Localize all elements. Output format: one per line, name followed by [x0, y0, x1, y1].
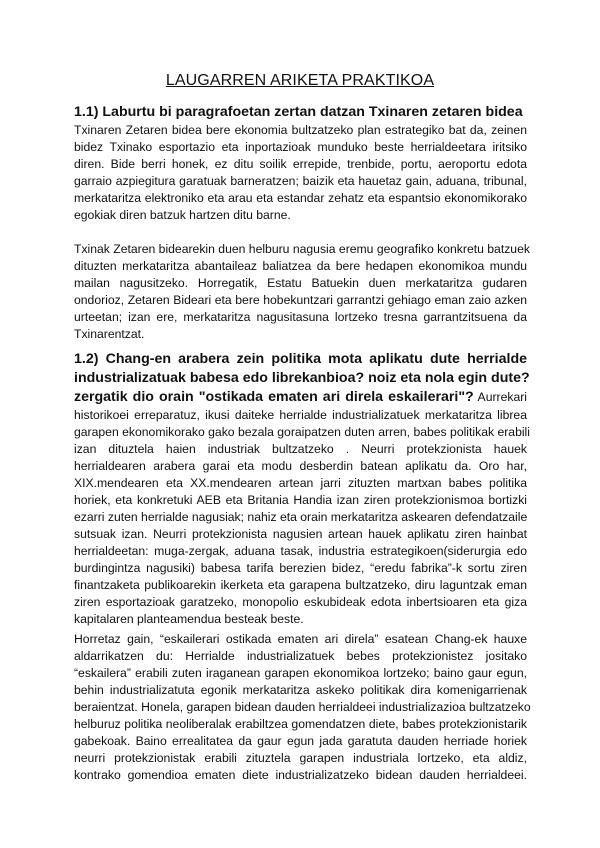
section-2-paragraph-1 — [74, 407, 530, 628]
paragraph-line: garraio azpiegitura garatuak barneratzen; baizik eta hauetaz gain, aduana, tribunal, — [74, 174, 527, 188]
paragraph-line: kapitalaren planteamendua besteak beste. — [74, 612, 304, 626]
paragraph-line: helburuz politika neoliberalak erabiltzea gomendatzen diete, babes protekzionistarik — [74, 717, 527, 731]
paragraph-line: diren. Bide berri honek, ez ditu soilik errepide, trenbide, portu, aeroportu edota — [74, 157, 527, 171]
paragraph-line: merkataritza elektroniko eta arau eta estandar zehatz eta espantsio ekonomikorako — [74, 191, 527, 205]
paragraph-line: dituzten merkataritza abantaileaz baliatzea da bere hedapen ekonomikoa mundu — [74, 259, 527, 273]
paragraph-line: behin industrializatuta egonik merkataritza askeko politikak dira komenigarrienak — [74, 683, 527, 697]
paragraph-line: Horretaz gain, “eskailerari ostikada ematen ari direla” esatean Chang-ek hauxe — [74, 632, 527, 646]
paragraph-line: neurri protekzionistak erabili zituztela garapen industriala lortzeko, eta aldiz, — [74, 751, 527, 765]
paragraph-line: gabekoak. Baino errealitatea da gaur egun jada garatuta dauden herriade horiek — [74, 734, 527, 748]
paragraph-line: beraientzat. Honela, garapen bidean dauden herrialdeei industrializazioa bultzatzeko — [74, 700, 531, 714]
paragraph-line: garapen ekonomikorako gako bezala goraipatzen duten arren, babes politikak erabili — [74, 425, 530, 439]
section-2-paragraph-2 — [74, 631, 531, 784]
paragraph-line: herrialdearen arabera garai eta modu desberdin batean aplikatu da. Oro har, — [74, 459, 527, 473]
paragraph-line: ziren esportazioak garatzeko, monopolio eskubideak edota inbertsioaren eta giza — [74, 595, 527, 609]
paragraph-line: Txinarentzat. — [74, 327, 145, 341]
section-1-paragraph-1 — [74, 122, 527, 224]
paragraph-line: aldarrikatzen du: Herrialde industrializatuek bebes protekzionistez jositako — [74, 649, 527, 663]
paragraph-line: Txinak Zetaren bidearekin duen helburu nagusia eremu geografiko konkretu batzuek — [74, 242, 530, 256]
section-2-heading-line: 1.2) Chang-en arabera zein politika mota aplikatu dute herrialde — [74, 351, 527, 367]
paragraph-line: ondorioz, Zetaren Bideari eta bere hobekuntzari garrantzi gehiago eman zaio azken — [74, 293, 527, 307]
paragraph-line: sutsuak izan. Neurri protekzionista nagusien artean hauek aplikatu ziren hainbat — [74, 527, 527, 541]
paragraph-line: urteetan; izan ere, merkataritza nagusitasuna lortzeko tresna garrantzitsuena da — [74, 310, 527, 324]
paragraph-line: kontrako gomendioa ematen diete industrializatzeko bidean dauden herrialdeei. — [74, 768, 527, 782]
section-1-heading: 1.1) Laburtu bi paragrafoetan zertan datzan Txinaren zetaren bidea — [74, 104, 523, 120]
paragraph-line: XIX.mendearen eta XX.mendearen artean jarri zituzten martxan babes politika — [74, 476, 527, 490]
paragraph-line: burdingintza nagusiki) babesa tarifa berezien bidez, “eredu fabrika”-k sortu ziren — [74, 561, 527, 575]
paragraph-line: bidez Txinako esportazio eta inportazioak munduko beste herrialdeetara iritsiko — [74, 140, 527, 154]
section-2 — [74, 350, 530, 628]
section-2-heading-question: zergatik dio orain "ostikada ematen ari direla eskailerari"? — [74, 389, 474, 405]
section-1 — [74, 104, 527, 224]
document-title: LAUGARREN ARIKETA PRAKTIKOA — [165, 72, 435, 89]
paragraph-line: historikoei erreparatuz, ikusi daiteke herrialde industrializatuek merkataritza librea — [74, 408, 527, 422]
paragraph-line: horiek, eta konkretuki AEB eta Britania Handia izan ziren protekzionismoa bortizki — [74, 493, 527, 507]
section-2-heading-last-line — [74, 388, 527, 407]
paragraph-line: izan dituztela haien industriak bultzatzeko . Neurri protekzionista hauek — [74, 442, 527, 456]
paragraph-line: “eskailera” erabili zuten iraganean garapen ekonomikoa lortzeko; baino gaur egun, — [74, 666, 527, 680]
section-1-paragraph-2 — [74, 241, 530, 343]
paragraph-start: Aurrekari — [473, 390, 527, 404]
paragraph-line: herrialdeetan: muga-zergak, aduana tasak, industria estrategikoen(siderurgia edo — [74, 544, 527, 558]
paragraph-line: finantzaketa publikoarekin ikerketa eta garapena bultzatzeko, diru laguntzak eman — [74, 578, 527, 592]
paragraph-line: ezarri zuten herrialde nagusiak; nahiz eta orain merkataritza askearen defendatzaile — [74, 510, 528, 524]
paragraph-line: egokiak diren batzuk hartzen ditu barne. — [74, 208, 291, 222]
paragraph-line: Txinaren Zetaren bidea bere ekonomia bultzatzeko plan estrategiko bat da, zeinen — [74, 123, 527, 137]
paragraph-line: mailan nagusitzeko. Horregatik, Estatu Batuekin duen merkataritza gudaren — [74, 276, 527, 290]
section-2-heading-line: industrializatuak babesa edo librekanbioa? noiz eta nola egin dute? — [74, 370, 530, 386]
